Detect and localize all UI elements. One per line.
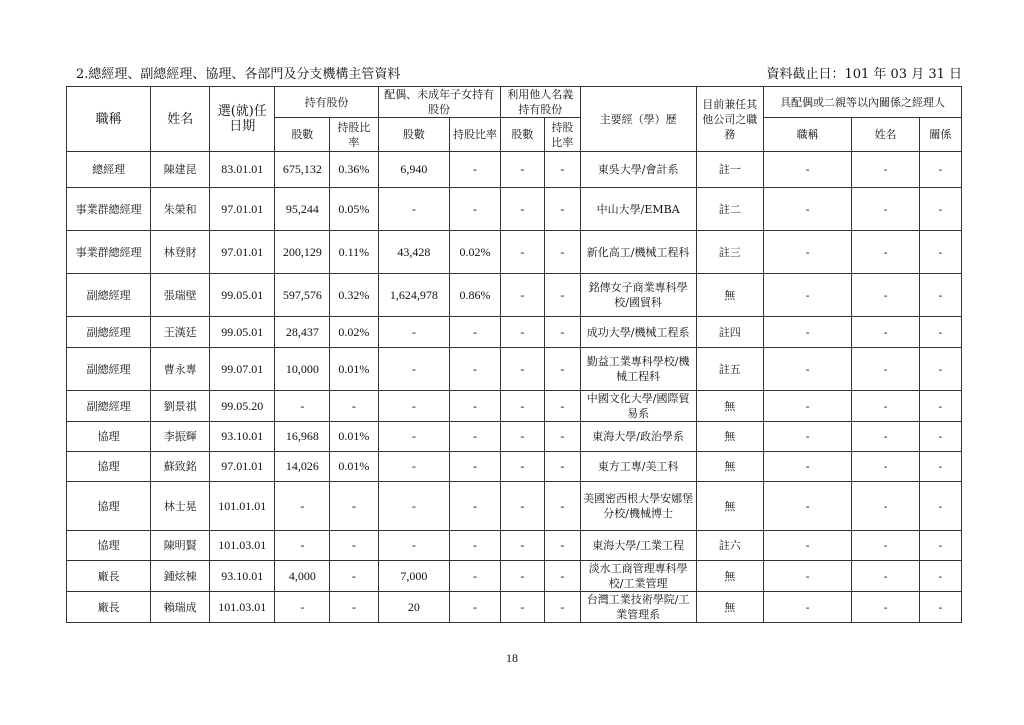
cell-other-positions: 註五 [696, 348, 763, 391]
cell-education: 中國文化大學/國際貿易系 [580, 391, 696, 422]
cell-education: 台灣工業技術學院/工業管理系 [580, 592, 696, 623]
cell-education: 東吳大學/會計系 [580, 152, 696, 188]
cell-spouse-ratio: - [450, 152, 501, 188]
cell-shares: - [275, 391, 330, 422]
cell-spouse-ratio: - [450, 592, 501, 623]
cell-other-positions: 無 [696, 274, 763, 317]
page-number: 18 [506, 651, 518, 665]
cell-rel-name: - [852, 531, 919, 561]
header-spouse-holdings: 配偶、未成年子女持有股份 [378, 87, 500, 118]
cell-spouse-ratio: 0.02% [450, 231, 501, 274]
cell-rel-title: - [763, 188, 851, 231]
cell-rel-name: - [852, 592, 919, 623]
cell-shares: 200,129 [275, 231, 330, 274]
cell-spouse-shares: 20 [378, 592, 450, 623]
header-rel-title: 職稱 [763, 118, 851, 152]
cell-date: 97.01.01 [210, 452, 275, 482]
cell-education: 東海大學/工業工程 [580, 531, 696, 561]
table-row [67, 391, 962, 422]
cell-spouse-ratio: - [450, 348, 501, 391]
cell-rel-relation: - [919, 482, 961, 531]
cell-title: 副總經理 [67, 317, 151, 348]
cell-education: 美國密西根大學安娜堡分校/機械博士 [580, 482, 696, 531]
cell-rel-title: - [763, 452, 851, 482]
cell-rel-name: - [852, 274, 919, 317]
cell-ratio: 0.05% [330, 188, 378, 231]
cell-nominee-ratio: - [544, 231, 580, 274]
cell-title: 事業群總經理 [67, 231, 151, 274]
header-rel-relation: 關係 [919, 118, 961, 152]
cell-rel-relation: - [919, 531, 961, 561]
cell-rel-name: - [852, 188, 919, 231]
cell-name: 鍾炫棟 [151, 561, 210, 592]
cell-education: 東方工專/美工科 [580, 452, 696, 482]
cell-education: 新化高工/機械工程科 [580, 231, 696, 274]
cell-spouse-shares: 7,000 [378, 561, 450, 592]
cell-name: 賴瑞成 [151, 592, 210, 623]
cell-nominee-ratio: - [544, 561, 580, 592]
cell-title: 協理 [67, 531, 151, 561]
cell-spouse-shares: - [378, 422, 450, 452]
cell-nominee-shares: - [500, 592, 544, 623]
cell-title: 協理 [67, 482, 151, 531]
cell-spouse-ratio: - [450, 422, 501, 452]
cell-rel-relation: - [919, 231, 961, 274]
cell-rel-title: - [763, 152, 851, 188]
header-holdings: 持有股份 [275, 87, 378, 118]
cell-nominee-shares: - [500, 561, 544, 592]
cell-title: 事業群總經理 [67, 188, 151, 231]
table-row [67, 317, 962, 348]
table-row [67, 482, 962, 531]
header-title: 職稱 [67, 87, 151, 152]
cell-other-positions: 無 [696, 391, 763, 422]
table-row [67, 531, 962, 561]
cell-spouse-ratio: - [450, 317, 501, 348]
cell-spouse-ratio: - [450, 452, 501, 482]
cell-date: 93.10.01 [210, 422, 275, 452]
cell-rel-title: - [763, 274, 851, 317]
cell-rel-title: - [763, 348, 851, 391]
cell-nominee-ratio: - [544, 152, 580, 188]
cell-rel-name: - [852, 348, 919, 391]
cell-rel-relation: - [919, 317, 961, 348]
cell-rel-name: - [852, 391, 919, 422]
cell-ratio: 0.36% [330, 152, 378, 188]
cell-title: 協理 [67, 452, 151, 482]
cell-spouse-ratio: - [450, 531, 501, 561]
cell-education: 成功大學/機械工程系 [580, 317, 696, 348]
cell-shares: 95,244 [275, 188, 330, 231]
cell-rel-title: - [763, 391, 851, 422]
cell-nominee-shares: - [500, 531, 544, 561]
cell-spouse-shares: 43,428 [378, 231, 450, 274]
cell-date: 97.01.01 [210, 188, 275, 231]
table-row [67, 152, 962, 188]
cell-spouse-ratio: - [450, 188, 501, 231]
cell-nominee-shares: - [500, 274, 544, 317]
cell-education: 勤益工業專科學校/機械工程科 [580, 348, 696, 391]
cell-nominee-ratio: - [544, 592, 580, 623]
cell-nominee-ratio: - [544, 274, 580, 317]
header-appoint-date: 選(就)任日期 [210, 87, 275, 152]
header-nominee-holdings: 利用他人名義持有股份 [500, 87, 580, 118]
cell-nominee-shares: - [500, 317, 544, 348]
cell-other-positions: 註三 [696, 231, 763, 274]
table-row [67, 561, 962, 592]
cell-date: 101.01.01 [210, 482, 275, 531]
cell-nominee-ratio: - [544, 422, 580, 452]
cell-rel-name: - [852, 231, 919, 274]
cell-shares: - [275, 592, 330, 623]
cell-spouse-shares: 1,624,978 [378, 274, 450, 317]
cell-other-positions: 註四 [696, 317, 763, 348]
cell-other-positions: 無 [696, 452, 763, 482]
cell-rel-title: - [763, 422, 851, 452]
cell-shares: - [275, 482, 330, 531]
cell-spouse-ratio: - [450, 391, 501, 422]
cell-shares: 14,026 [275, 452, 330, 482]
cell-nominee-shares: - [500, 348, 544, 391]
cell-name: 陳明賢 [151, 531, 210, 561]
cell-rel-relation: - [919, 391, 961, 422]
cell-name: 王漢廷 [151, 317, 210, 348]
cell-rel-relation: - [919, 274, 961, 317]
cell-name: 陳建昆 [151, 152, 210, 188]
cell-spouse-ratio: 0.86% [450, 274, 501, 317]
cell-title: 廠長 [67, 592, 151, 623]
cell-shares: 28,437 [275, 317, 330, 348]
cell-nominee-shares: - [500, 152, 544, 188]
cell-ratio: - [330, 531, 378, 561]
cell-date: 93.10.01 [210, 561, 275, 592]
table-row [67, 422, 962, 452]
cell-date: 101.03.01 [210, 592, 275, 623]
cell-nominee-ratio: - [544, 531, 580, 561]
cell-date: 99.05.01 [210, 317, 275, 348]
cell-shares: 10,000 [275, 348, 330, 391]
cell-date: 83.01.01 [210, 152, 275, 188]
cell-spouse-shares: - [378, 482, 450, 531]
cell-date: 97.01.01 [210, 231, 275, 274]
cell-nominee-shares: - [500, 231, 544, 274]
cell-rel-title: - [763, 592, 851, 623]
header-other-positions: 目前兼任其他公司之職務 [696, 87, 763, 152]
title-line [66, 66, 962, 84]
cell-nominee-ratio: - [544, 348, 580, 391]
cell-rel-name: - [852, 452, 919, 482]
table-body [67, 152, 962, 623]
cell-title: 協理 [67, 422, 151, 452]
cell-rel-title: - [763, 317, 851, 348]
cell-title: 副總經理 [67, 391, 151, 422]
cell-nominee-shares: - [500, 422, 544, 452]
table-row [67, 592, 962, 623]
cell-nominee-shares: - [500, 482, 544, 531]
table-row [67, 348, 962, 391]
cell-nominee-ratio: - [544, 391, 580, 422]
header-shares: 股數 [275, 118, 330, 152]
cell-rel-relation: - [919, 452, 961, 482]
cell-spouse-ratio: - [450, 482, 501, 531]
cell-rel-title: - [763, 482, 851, 531]
cell-other-positions: 註二 [696, 188, 763, 231]
cell-rel-relation: - [919, 188, 961, 231]
cell-education: 中山大學/EMBA [580, 188, 696, 231]
cell-rel-relation: - [919, 152, 961, 188]
cell-spouse-shares: - [378, 348, 450, 391]
cell-name: 林士晃 [151, 482, 210, 531]
cell-other-positions: 註六 [696, 531, 763, 561]
managers-table [66, 86, 962, 623]
cell-ratio: 0.02% [330, 317, 378, 348]
header-ratio: 持股比率 [330, 118, 378, 152]
table-row [67, 452, 962, 482]
cell-ratio: - [330, 592, 378, 623]
cell-nominee-shares: - [500, 188, 544, 231]
cell-name: 林登財 [151, 231, 210, 274]
cell-date: 99.05.01 [210, 274, 275, 317]
cell-rel-name: - [852, 561, 919, 592]
cell-nominee-ratio: - [544, 482, 580, 531]
header-related-managers: 具配偶或二親等以內關係之經理人 [763, 87, 961, 118]
cell-rel-title: - [763, 531, 851, 561]
cell-ratio: 0.11% [330, 231, 378, 274]
cell-other-positions: 無 [696, 422, 763, 452]
cell-rel-relation: - [919, 422, 961, 452]
cell-other-positions: 無 [696, 561, 763, 592]
section-title: 2.總經理、副總經理、協理、各部門及分支機構主管資料 [76, 67, 401, 82]
cell-other-positions: 無 [696, 592, 763, 623]
cell-date: 101.03.01 [210, 531, 275, 561]
cell-ratio: - [330, 482, 378, 531]
cell-title: 副總經理 [67, 348, 151, 391]
cell-name: 蘇致銘 [151, 452, 210, 482]
cell-name: 朱榮和 [151, 188, 210, 231]
cell-rel-title: - [763, 231, 851, 274]
cell-nominee-ratio: - [544, 452, 580, 482]
cell-nominee-shares: - [500, 452, 544, 482]
cell-education: 東海大學/政治學系 [580, 422, 696, 452]
cell-education: 銘傳女子商業專科學校/國貿科 [580, 274, 696, 317]
cell-ratio: - [330, 391, 378, 422]
cell-name: 張瑞壁 [151, 274, 210, 317]
cell-ratio: 0.01% [330, 422, 378, 452]
data-date: 資料截止日：101 年 03 月 31 日 [766, 67, 962, 82]
cell-spouse-shares: - [378, 452, 450, 482]
cell-nominee-ratio: - [544, 188, 580, 231]
cell-spouse-shares: - [378, 531, 450, 561]
cell-ratio: 0.01% [330, 348, 378, 391]
cell-title: 副總經理 [67, 274, 151, 317]
cell-shares: 597,576 [275, 274, 330, 317]
cell-other-positions: 註一 [696, 152, 763, 188]
cell-education: 淡水工商管理專科學校/工業管理 [580, 561, 696, 592]
cell-rel-relation: - [919, 561, 961, 592]
cell-rel-title: - [763, 561, 851, 592]
header-shares: 股數 [378, 118, 450, 152]
cell-spouse-shares: - [378, 317, 450, 348]
cell-shares: 675,132 [275, 152, 330, 188]
cell-name: 曹永專 [151, 348, 210, 391]
cell-spouse-shares: - [378, 188, 450, 231]
cell-other-positions: 無 [696, 482, 763, 531]
cell-nominee-ratio: - [544, 317, 580, 348]
header-rel-name: 姓名 [852, 118, 919, 152]
cell-rel-name: - [852, 422, 919, 452]
cell-spouse-shares: - [378, 391, 450, 422]
cell-nominee-shares: - [500, 391, 544, 422]
header-ratio: 持股比率 [450, 118, 501, 152]
cell-name: 劉景祺 [151, 391, 210, 422]
cell-shares: 16,968 [275, 422, 330, 452]
cell-rel-relation: - [919, 592, 961, 623]
cell-ratio: - [330, 561, 378, 592]
cell-ratio: 0.01% [330, 452, 378, 482]
cell-shares: 4,000 [275, 561, 330, 592]
header-education: 主要經（學）歷 [580, 87, 696, 152]
cell-ratio: 0.32% [330, 274, 378, 317]
header-ratio: 持股比率 [544, 118, 580, 152]
table-row [67, 274, 962, 317]
cell-spouse-shares: 6,940 [378, 152, 450, 188]
header-name: 姓名 [151, 87, 210, 152]
cell-name: 李振輝 [151, 422, 210, 452]
table-row [67, 188, 962, 231]
cell-date: 99.05.20 [210, 391, 275, 422]
cell-spouse-ratio: - [450, 561, 501, 592]
cell-rel-name: - [852, 317, 919, 348]
cell-title: 廠長 [67, 561, 151, 592]
cell-rel-name: - [852, 482, 919, 531]
header-shares: 股數 [500, 118, 544, 152]
cell-rel-name: - [852, 152, 919, 188]
cell-shares: - [275, 531, 330, 561]
table-row [67, 231, 962, 274]
cell-rel-relation: - [919, 348, 961, 391]
cell-title: 總經理 [67, 152, 151, 188]
cell-date: 99.07.01 [210, 348, 275, 391]
